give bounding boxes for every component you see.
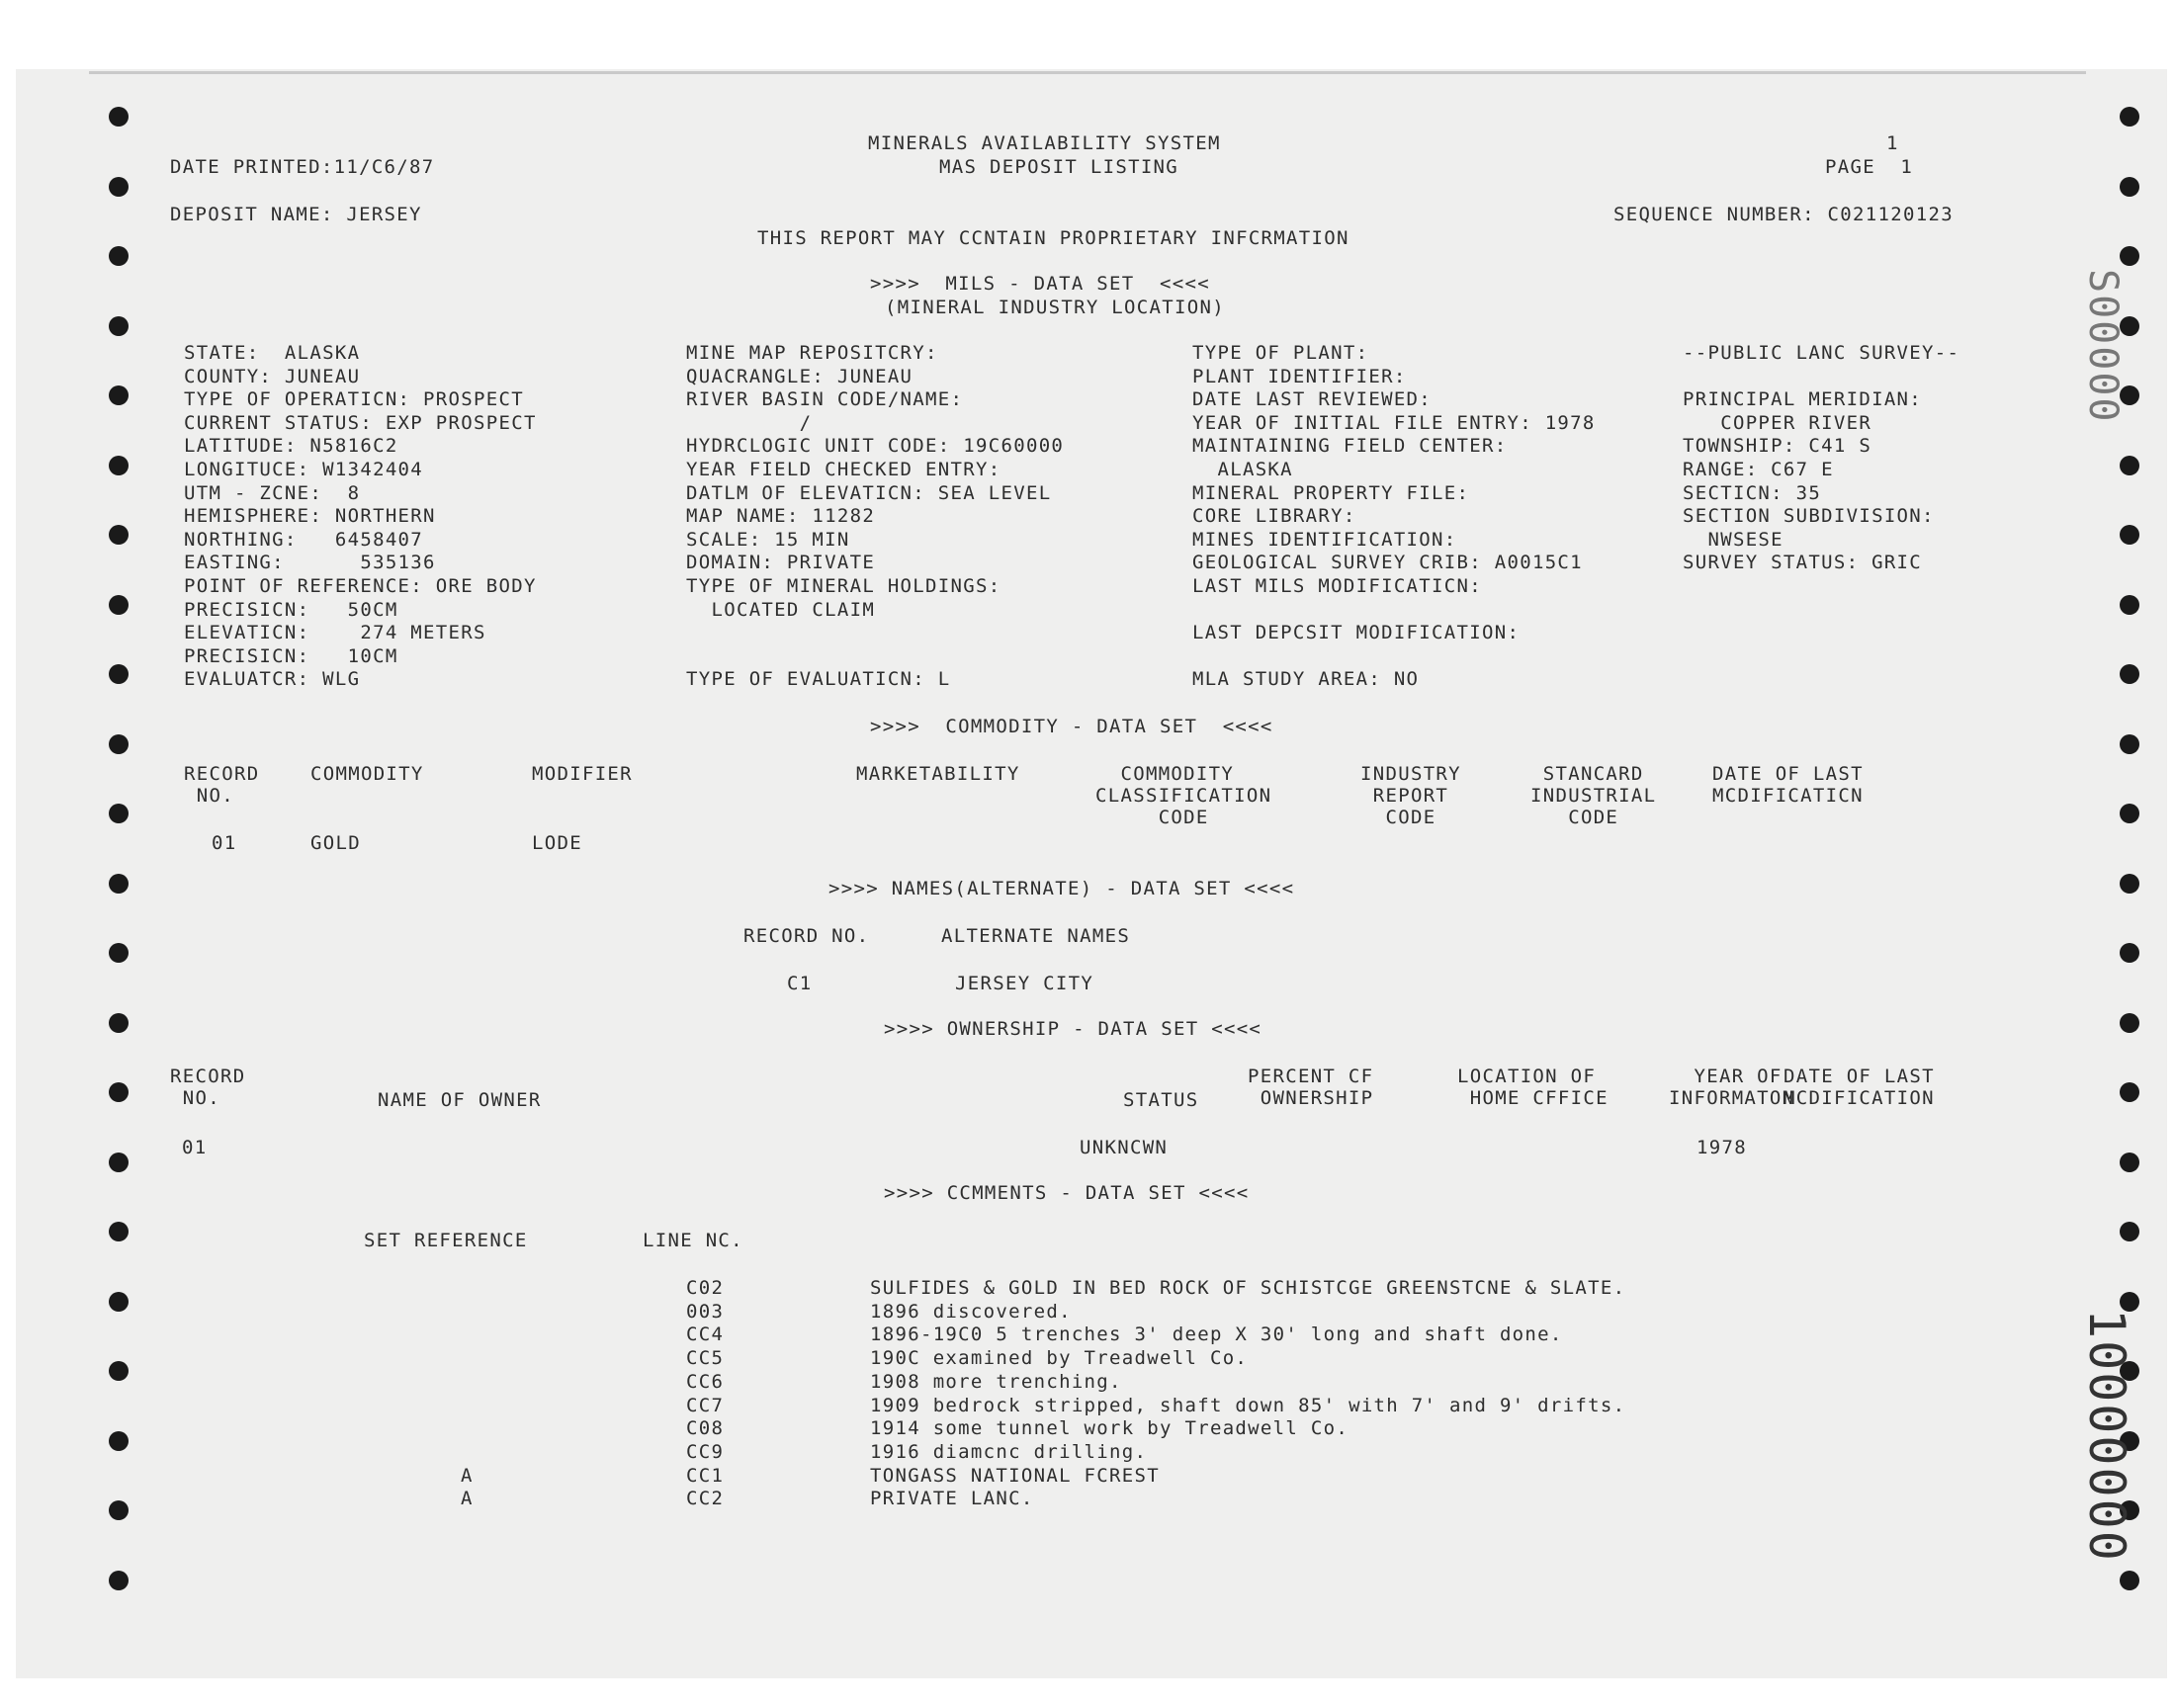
names-row-record: C1 bbox=[787, 973, 813, 994]
sprocket-hole-left bbox=[109, 734, 129, 754]
page-label: PAGE 1 bbox=[1825, 156, 1914, 178]
sprocket-hole-left bbox=[109, 1431, 129, 1451]
sprocket-hole-right bbox=[2120, 525, 2139, 545]
commodity-row-commodity: GOLD bbox=[310, 832, 361, 854]
mils-field: COUNTY: JUNEAU bbox=[184, 365, 361, 387]
land-survey-field: SURVEY STATUS: GRIC bbox=[1683, 552, 1923, 574]
sprocket-hole-left bbox=[109, 1361, 129, 1381]
sprocket-hole-left bbox=[109, 804, 129, 823]
mils-field: DATLM OF ELEVATICN: SEA LEVEL bbox=[686, 481, 1052, 504]
comment-line-number: 003 bbox=[686, 1300, 725, 1323]
perforation-line bbox=[89, 71, 2086, 74]
comments-section-title: >>>> CCMMENTS - DATA SET <<<< bbox=[884, 1182, 1250, 1204]
ownership-row-year: 1978 bbox=[1696, 1137, 1747, 1158]
mils-field: MAP NAME: 11282 bbox=[686, 505, 876, 528]
commodity-header-commodity: COMMODITY bbox=[310, 763, 424, 785]
comment-text: 1909 bedrock stripped, shaft down 85' with 7' and 9' drifts. bbox=[870, 1394, 1626, 1416]
comment-text: PRIVATE LANC. bbox=[870, 1488, 1034, 1510]
mils-field: MLA STUDY AREA: NO bbox=[1192, 668, 1420, 691]
sprocket-hole-right bbox=[2120, 874, 2139, 894]
mils-field: MINERAL PROPERTY FILE: bbox=[1192, 481, 1470, 504]
land-survey-field: SECTION SUBDIVISION: bbox=[1683, 505, 1935, 528]
comment-set-reference: A bbox=[461, 1488, 474, 1510]
comment-text: 190C examined by Treadwell Co. bbox=[870, 1347, 1249, 1370]
mils-field: TYPE OF EVALUATICN: L bbox=[686, 668, 951, 691]
sprocket-hole-left bbox=[109, 1013, 129, 1033]
names-row-name: JERSEY CITY bbox=[955, 973, 1094, 994]
commodity-header-marketability: MARKETABILITY bbox=[856, 763, 1020, 785]
sprocket-hole-right bbox=[2120, 1153, 2139, 1172]
land-survey-field: COPPER RIVER bbox=[1683, 411, 1872, 434]
sprocket-hole-left bbox=[109, 316, 129, 336]
comment-line-number: CC1 bbox=[686, 1464, 725, 1487]
mils-field: LONGITUCE: W1342404 bbox=[184, 459, 424, 480]
comment-text: 1914 some tunnel work by Treadwell Co. bbox=[870, 1417, 1349, 1440]
comment-line-number: CC9 bbox=[686, 1440, 725, 1463]
comment-line-number: CC6 bbox=[686, 1370, 725, 1393]
ownership-header-record: RECORD NO. bbox=[170, 1066, 246, 1109]
sprocket-hole-left bbox=[109, 385, 129, 405]
comment-set-reference: A bbox=[461, 1464, 474, 1487]
sprocket-hole-right bbox=[2120, 595, 2139, 615]
sprocket-hole-right bbox=[2120, 1013, 2139, 1033]
land-survey-field: SECTICN: 35 bbox=[1683, 481, 1822, 504]
sprocket-hole-left bbox=[109, 595, 129, 615]
sprocket-hole-right bbox=[2120, 177, 2139, 197]
mils-field: STATE: ALASKA bbox=[184, 342, 361, 364]
commodity-row-record: 01 bbox=[212, 832, 237, 854]
sprocket-hole-right bbox=[2120, 246, 2139, 266]
mils-field: RIVER BASIN CODE/NAME: bbox=[686, 388, 964, 411]
mils-field: CORE LIBRARY: bbox=[1192, 505, 1356, 528]
sequence-number: SEQUENCE NUMBER: C021120123 bbox=[1613, 204, 1954, 225]
sprocket-hole-right bbox=[2120, 664, 2139, 684]
side-stamp-upper: S00000 bbox=[2080, 269, 2126, 424]
comment-text: 1896 discovered. bbox=[870, 1300, 1072, 1323]
mils-field: YEAR FIELD CHECKED ENTRY: bbox=[686, 459, 1001, 480]
sprocket-hole-left bbox=[109, 177, 129, 197]
comments-header-set-reference: SET REFERENCE bbox=[364, 1230, 528, 1251]
ownership-header-percent: PERCENT CF OWNERSHIP bbox=[1248, 1066, 1374, 1109]
sprocket-hole-left bbox=[109, 456, 129, 475]
ownership-header-name: NAME OF OWNER bbox=[378, 1089, 542, 1111]
listing-title: MAS DEPOSIT LISTING bbox=[939, 156, 1179, 178]
sprocket-hole-right bbox=[2120, 734, 2139, 754]
deposit-name: DEPOSIT NAME: JERSEY bbox=[170, 204, 422, 225]
mils-field: UTM - ZCNE: 8 bbox=[184, 481, 361, 504]
sprocket-hole-right bbox=[2120, 1571, 2139, 1590]
mils-field: SCALE: 15 MIN bbox=[686, 528, 850, 551]
comment-line-number: CC5 bbox=[686, 1347, 725, 1370]
mils-field: HYDRCLOGIC UNIT CODE: 19C60000 bbox=[686, 435, 1065, 458]
comment-text: TONGASS NATIONAL FCREST bbox=[870, 1464, 1160, 1487]
sprocket-hole-right bbox=[2120, 1082, 2139, 1102]
land-survey-field: PRINCIPAL MERIDIAN: bbox=[1683, 388, 1923, 411]
sprocket-hole-left bbox=[109, 1292, 129, 1312]
mils-field: QUACRANGLE: JUNEAU bbox=[686, 365, 914, 387]
sprocket-hole-left bbox=[109, 246, 129, 266]
mils-field: EVALUATCR: WLG bbox=[184, 668, 361, 691]
sprocket-hole-left bbox=[109, 664, 129, 684]
sprocket-hole-left bbox=[109, 1500, 129, 1520]
sprocket-hole-left bbox=[109, 1153, 129, 1172]
mils-field: LAST MILS MODIFICATICN: bbox=[1192, 575, 1482, 597]
commodity-header-industry-report: INDUSTRY REPORT CODE bbox=[1360, 763, 1461, 828]
comment-line-number: C08 bbox=[686, 1417, 725, 1440]
names-section-title: >>>> NAMES(ALTERNATE) - DATA SET <<<< bbox=[828, 878, 1295, 899]
ownership-header-location: LOCATION OF HOME CFFICE bbox=[1457, 1066, 1609, 1109]
sprocket-hole-left bbox=[109, 1082, 129, 1102]
mils-field: LOCATED CLAIM bbox=[686, 598, 876, 621]
mils-field: TYPE OF OPERATICN: PROSPECT bbox=[184, 388, 524, 411]
side-stamp-lower: 10000000 bbox=[2078, 1309, 2135, 1563]
comment-text: 1916 diamcnc drilling. bbox=[870, 1440, 1148, 1463]
names-header-alternate: ALTERNATE NAMES bbox=[941, 925, 1131, 947]
sprocket-hole-left bbox=[109, 943, 129, 963]
mils-field: LATITUDE: N5816C2 bbox=[184, 435, 398, 458]
comment-text: 1896-19C0 5 trenches 3' deep X 30' long and shaft done. bbox=[870, 1324, 1563, 1346]
proprietary-notice: THIS REPORT MAY CCNTAIN PROPRIETARY INFCRMATION bbox=[757, 227, 1349, 249]
page-number-mark: 1 bbox=[1886, 132, 1899, 154]
sprocket-hole-left bbox=[109, 525, 129, 545]
date-printed: DATE PRINTED:11/C6/87 bbox=[170, 156, 435, 178]
mils-field: CURRENT STATUS: EXP PROSPECT bbox=[184, 411, 537, 434]
land-survey-field: NWSESE bbox=[1683, 528, 1784, 551]
comment-text: SULFIDES & GOLD IN BED ROCK OF SCHISTCGE GREENSTCNE & SLATE. bbox=[870, 1277, 1626, 1299]
system-title: MINERALS AVAILABILITY SYSTEM bbox=[868, 132, 1221, 154]
mils-field: POINT OF REFERENCE: ORE BODY bbox=[184, 575, 537, 597]
mils-field: HEMISPHERE: NORTHERN bbox=[184, 505, 436, 528]
mils-field: YEAR OF INITIAL FILE ENTRY: 1978 bbox=[1192, 411, 1596, 434]
land-survey-field: TOWNSHIP: C41 S bbox=[1683, 435, 1872, 458]
sprocket-hole-left bbox=[109, 107, 129, 127]
comment-line-number: CC4 bbox=[686, 1324, 725, 1346]
ownership-header-date-modified: DATE OF LAST MCDIFICATION bbox=[1784, 1066, 1935, 1109]
commodity-header-modifier: MODIFIER bbox=[532, 763, 633, 785]
comments-header-line-no: LINE NC. bbox=[643, 1230, 743, 1251]
ownership-header-year: YEAR OF INFORMATON bbox=[1669, 1066, 1795, 1109]
mils-field: GEOLOGICAL SURVEY CRIB: A0015C1 bbox=[1192, 552, 1583, 574]
ownership-header-status: STATUS bbox=[1123, 1089, 1199, 1111]
mils-section-subtitle: (MINERAL INDUSTRY LOCATION) bbox=[885, 297, 1225, 318]
mils-field: MINES IDENTIFICATION: bbox=[1192, 528, 1457, 551]
mils-field: PRECISICN: 50CM bbox=[184, 598, 398, 621]
comment-line-number: CC7 bbox=[686, 1394, 725, 1416]
comment-line-number: C02 bbox=[686, 1277, 725, 1299]
mils-field: TYPE OF PLANT: bbox=[1192, 342, 1369, 364]
mils-field: MINE MAP REPOSITCRY: bbox=[686, 342, 938, 364]
sprocket-hole-left bbox=[109, 1571, 129, 1590]
mils-field: PLANT IDENTIFIER: bbox=[1192, 365, 1407, 387]
sprocket-hole-left bbox=[109, 1222, 129, 1241]
commodity-header-standard-industrial: STANCARD INDUSTRIAL CODE bbox=[1530, 763, 1657, 828]
mils-field: LAST DEPCSIT MODIFICATION: bbox=[1192, 622, 1521, 644]
sprocket-hole-right bbox=[2120, 456, 2139, 475]
sprocket-hole-left bbox=[109, 874, 129, 894]
commodity-row-modifier: LODE bbox=[532, 832, 582, 854]
commodity-section-title: >>>> COMMODITY - DATA SET <<<< bbox=[870, 716, 1273, 737]
mils-field: PRECISICN: 10CM bbox=[184, 644, 398, 667]
mils-field: / bbox=[686, 411, 813, 434]
mils-field: ALASKA bbox=[1192, 459, 1293, 480]
commodity-header-date-modified: DATE OF LAST MCDIFICATICN bbox=[1712, 763, 1864, 807]
commodity-header-record: RECORD NO. bbox=[184, 763, 260, 807]
mils-field: MAINTAINING FIELD CENTER: bbox=[1192, 435, 1508, 458]
mils-field: TYPE OF MINERAL HOLDINGS: bbox=[686, 575, 1001, 597]
commodity-header-classification: COMMODITY CLASSIFICATION CODE bbox=[1095, 763, 1272, 828]
mils-field: DOMAIN: PRIVATE bbox=[686, 552, 876, 574]
land-survey-field: --PUBLIC LANC SURVEY-- bbox=[1683, 342, 1960, 364]
names-header-record: RECORD NO. bbox=[743, 925, 870, 947]
sprocket-hole-right bbox=[2120, 107, 2139, 127]
mils-field: EASTING: 535136 bbox=[184, 552, 436, 574]
sprocket-hole-right bbox=[2120, 1222, 2139, 1241]
ownership-row-record: 01 bbox=[182, 1137, 208, 1158]
sprocket-hole-right bbox=[2120, 804, 2139, 823]
mils-field: NORTHING: 6458407 bbox=[184, 528, 424, 551]
land-survey-field: RANGE: C67 E bbox=[1683, 459, 1834, 480]
mils-section-title: >>>> MILS - DATA SET <<<< bbox=[870, 273, 1210, 295]
comment-text: 1908 more trenching. bbox=[870, 1370, 1122, 1393]
mils-field: ELEVATICN: 274 METERS bbox=[184, 622, 486, 644]
comment-line-number: CC2 bbox=[686, 1488, 725, 1510]
sprocket-hole-right bbox=[2120, 943, 2139, 963]
mils-field: DATE LAST REVIEWED: bbox=[1192, 388, 1433, 411]
ownership-row-status: UNKNCWN bbox=[1080, 1137, 1169, 1158]
ownership-section-title: >>>> OWNERSHIP - DATA SET <<<< bbox=[884, 1018, 1262, 1040]
